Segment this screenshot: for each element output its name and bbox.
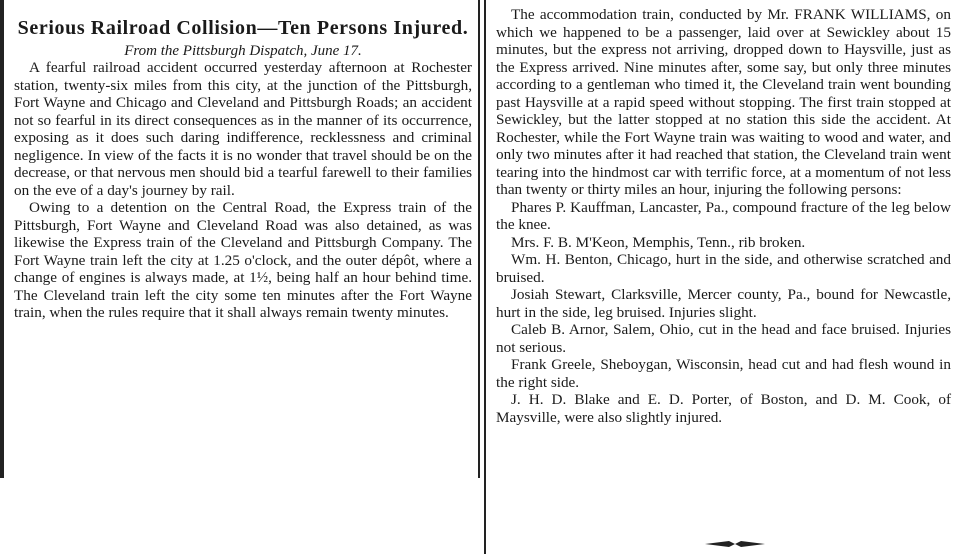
end-ornament — [705, 540, 765, 548]
left-column-rule — [0, 0, 4, 478]
paragraph-2: Owing to a detention on the Central Road, the Express train of the Pittsburgh, Fort Wayne and Cleveland Road was also detained, as was likewise the Express train of the Cleveland and Pittsburgh Company. The Fort Wayne train left the city at 1.25 o'clock, and the outer dépôt, where a change of engines is always made, at 1½, being half an hour behind time. The Cleveland train left the city some ten minutes after the Fort Wayne train, when the rules require that it shall always remain twenty minutes. — [14, 199, 472, 321]
left-column — [14, 6, 472, 322]
center-column-rule — [478, 0, 480, 478]
paragraph-3: The accommodation train, conducted by Mr. FRANK WILLIAMS, on which we happened to be a passenger, laid over at Sewickley about 15 minutes, but the express not arriving, dropped down to Haysville, just as the Express arrived. Nine minutes after, some say, but only three minutes according to a gentleman who timed it, the Cleveland train went bounding past Haysville at a rapid speed without stopping. The first train stopped at Sewickley, but the latter stopped at no station this side the accident. At Rochester, while the Fort Wayne train was waiting to wood and water, and only two minutes after it had reached that station, the Cleveland train went tearing into the hindmost car with terrific force, at a momentum of not less than twenty or thirty miles an hour, injuring the following persons: — [496, 6, 951, 198]
center-column-rule-second — [484, 0, 486, 554]
right-column — [496, 6, 951, 426]
injured-item-4: Josiah Stewart, Clarksville, Mercer county, Pa., bound for Newcastle, hurt in the side, leg bruised. Injuries slight. — [496, 286, 951, 321]
injured-item-6: Frank Greele, Sheboygan, Wisconsin, head cut and had flesh wound in the right side. — [496, 356, 951, 391]
injured-item-1: Phares P. Kauffman, Lancaster, Pa., compound fracture of the leg below the knee. — [496, 198, 951, 233]
injured-item-3: Wm. H. Benton, Chicago, hurt in the side, and otherwise scratched and bruised. — [496, 251, 951, 286]
injured-item-5: Caleb B. Arnor, Salem, Ohio, cut in the head and face bruised. Injuries not serious. — [496, 321, 951, 356]
injured-item-7: J. H. D. Blake and E. D. Porter, of Boston, and D. M. Cook, of Maysville, were also slightly injured. — [496, 391, 951, 426]
article-dateline: From the Pittsburgh Dispatch, June 17. — [124, 43, 362, 59]
paragraph-1: A fearful railroad accident occurred yesterday afternoon at Rochester station, twenty-six miles from this city, at the junction of the Pittsburgh, Fort Wayne and Chicago and Cleveland and Pittsburgh Roads; an accident not so fearful in its direct consequences as in the manner of its occurrence, exposing as it does such daring indifference, recklessness and criminal negligence. In view of the facts it is no wonder that travel should be on the decrease, or that nervous men should bid a tearful farewell to their families on the eve of a day's journey by rail. — [14, 59, 472, 199]
article-headline: Serious Railroad Collision—Ten Persons Injured. — [17, 17, 469, 39]
injured-item-2: Mrs. F. B. M'Keon, Memphis, Tenn., rib broken. — [511, 233, 806, 251]
